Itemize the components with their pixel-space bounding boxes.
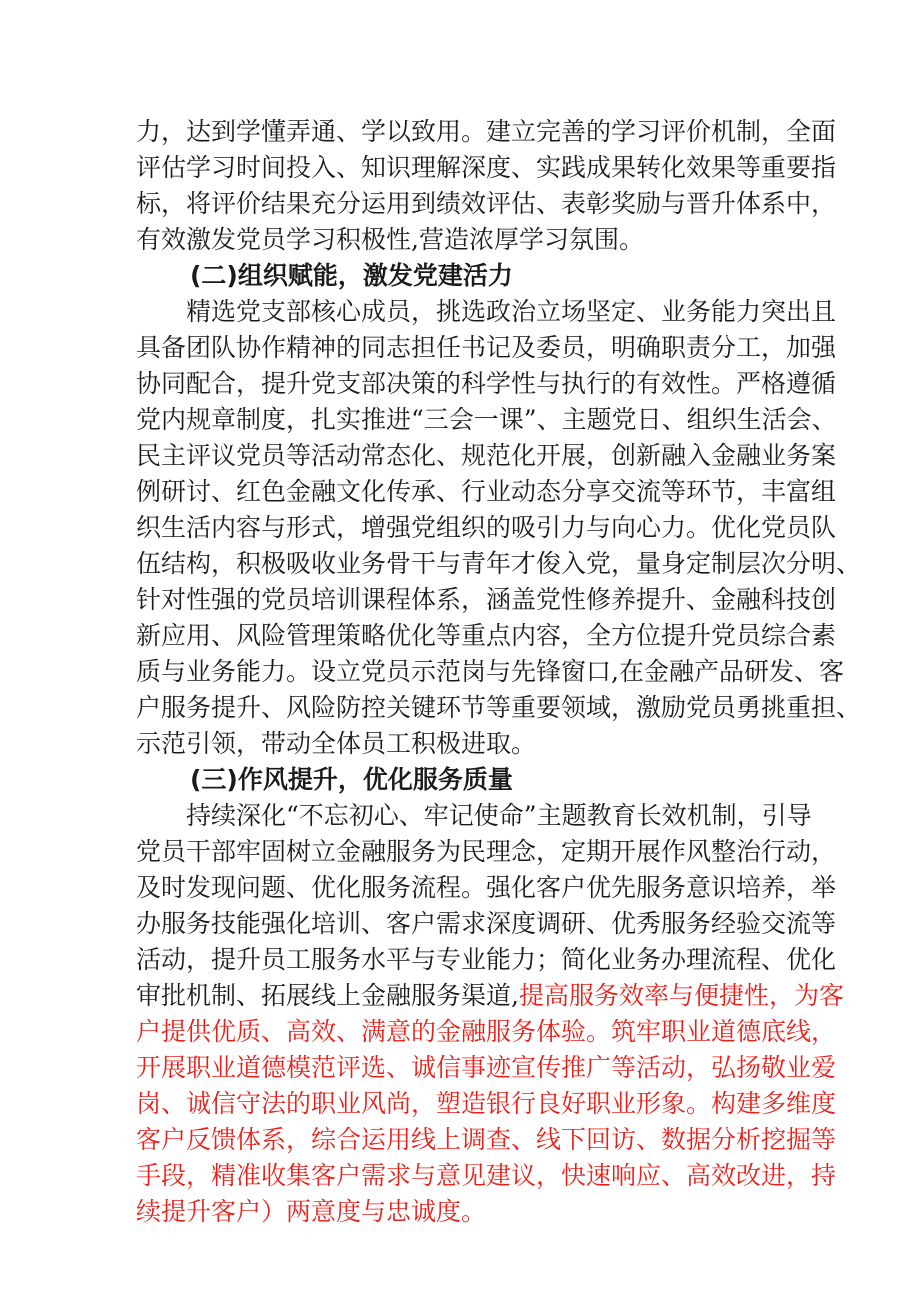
paragraph-line: 民主评议党员等活动常态化、规范化开展，创新融入金融业务案 [136, 441, 837, 470]
section-heading-3: (三)作风提升，优化服务质量 [190, 765, 513, 794]
paragraph-line: 力，达到学懂弄通、学以致用。建立完善的学习评价机制，全面 [136, 117, 837, 146]
paragraph-line: 标，将评价结果充分运用到绩效评估、表彰奖励与晋升体系中， [136, 189, 837, 218]
paragraph-line: 评估学习时间投入、知识理解深度、实践成果转化效果等重要指 [136, 153, 837, 182]
paragraph-line: 活动，提升员工服务水平与专业能力；简化业务办理流程、优化 [136, 945, 837, 974]
paragraph-line: 党内规章制度，扎实推进“三会一课”、主题党日、组织生活会、 [136, 405, 837, 434]
paragraph-line: 示范引领，带动全体员工积极进取。 [136, 729, 537, 758]
paragraph-line: 精选党支部核心成员，挑选政治立场坚定、业务能力突出且 [186, 297, 837, 326]
highlighted-line: 开展职业道德模范评选、诚信事迹宣传推广等活动，弘扬敬业爱 [136, 1053, 837, 1082]
paragraph-line: 有效激发党员学习积极性,营造浓厚学习氛围。 [136, 225, 644, 254]
highlighted-text-run: 提高服务效率与便捷性，为客 [518, 981, 844, 1010]
paragraph-line: 党员干部牢固树立金融服务为民理念，定期开展作风整治行动， [136, 837, 837, 866]
paragraph-line: 针对性强的党员培训课程体系，涵盖党性修养提升、金融科技创 [136, 585, 837, 614]
highlighted-line: 续提升客户）两意度与忠诚度。 [136, 1197, 487, 1226]
paragraph-line: 伍结构，积极吸收业务骨干与青年才俊入党，量身定制层次分明、 [136, 549, 862, 578]
plain-text-run: 审批机制、拓展线上金融服务渠道, [136, 981, 519, 1010]
highlighted-line: 客户反馈体系，综合运用线上调查、线下回访、数据分析挖掘等 [136, 1125, 837, 1154]
highlighted-line: 手段，精准收集客户需求与意见建议，快速响应、高效改进，持 [136, 1161, 837, 1190]
highlighted-line: 户提供优质、高效、满意的金融服务体验。筑牢职业道德底线， [136, 1017, 837, 1046]
paragraph-line: 持续深化“不忘初心、牢记使命”主题教育长效机制，引导 [186, 801, 812, 830]
paragraph-line: 质与业务能力。设立党员示范岗与先锋窗口,在金融产品研发、客 [136, 657, 844, 686]
paragraph-line: 例研讨、红色金融文化传承、行业动态分享交流等环节，丰富组 [136, 477, 837, 506]
paragraph-line-mixed [136, 978, 844, 1014]
paragraph-line: 协同配合，提升党支部决策的科学性与执行的有效性。严格遵循 [136, 369, 837, 398]
paragraph-line: 户服务提升、风险防控关键环节等重要领域，激励党员勇挑重担、 [136, 693, 862, 722]
section-heading-2: (二)组织赋能，激发党建活力 [190, 261, 513, 290]
paragraph-line: 具备团队协作精神的同志担任书记及委员，明确职责分工，加强 [136, 333, 837, 362]
paragraph-line: 办服务技能强化培训、客户需求深度调研、优秀服务经验交流等 [136, 909, 837, 938]
paragraph-line: 新应用、风险管理策略优化等重点内容，全方位提升党员综合素 [136, 621, 837, 650]
paragraph-line: 及时发现问题、优化服务流程。强化客户优先服务意识培养，举 [136, 873, 837, 902]
highlighted-line: 岗、诚信守法的职业风尚，塑造银行良好职业形象。构建多维度 [136, 1089, 837, 1118]
paragraph-line: 织生活内容与形式，增强党组织的吸引力与向心力。优化党员队 [136, 513, 837, 542]
